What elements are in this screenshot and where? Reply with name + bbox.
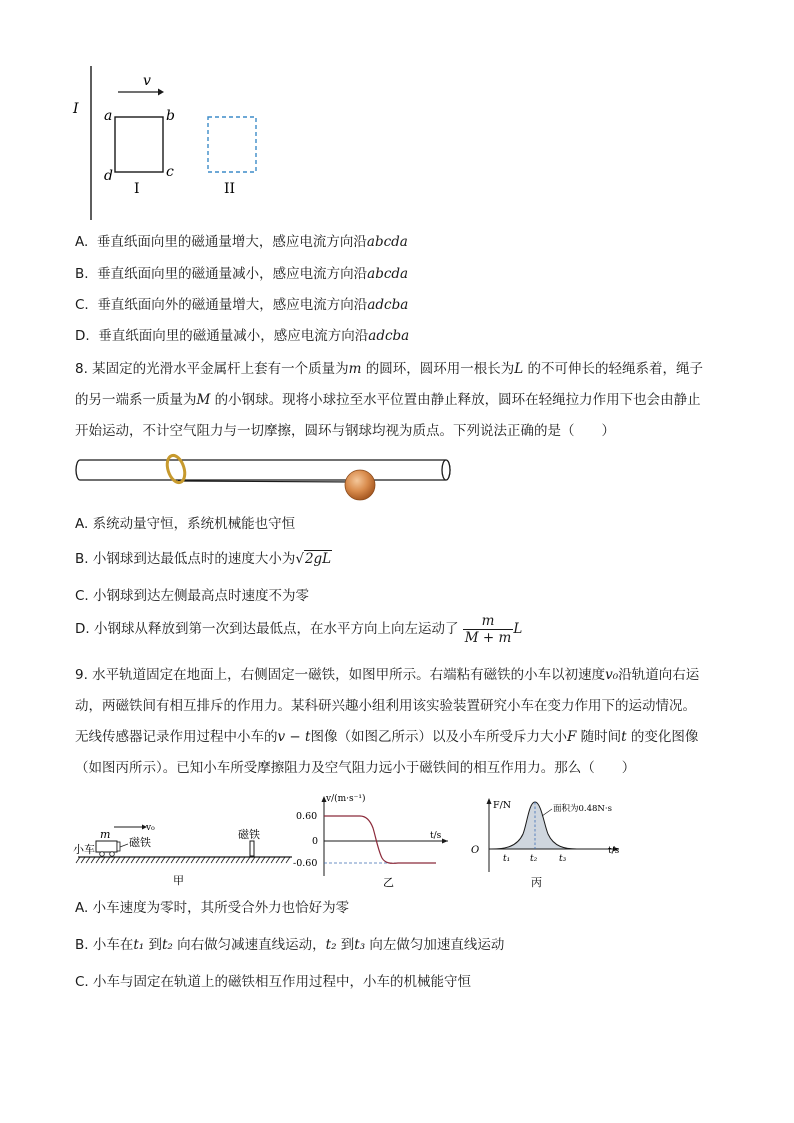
yi-tick-neg: -0.60 bbox=[293, 858, 318, 869]
hatch-line bbox=[216, 857, 220, 863]
bing-tick-t1: t₁ bbox=[503, 854, 511, 864]
hatch-line bbox=[166, 857, 170, 863]
hatch-line bbox=[246, 857, 250, 863]
bing-y-arrowhead bbox=[487, 798, 492, 804]
mass-label: m bbox=[100, 828, 111, 841]
yi-y-label: v/(m·s⁻¹) bbox=[326, 794, 366, 804]
hatch-line bbox=[256, 857, 260, 863]
light-rope bbox=[178, 481, 357, 482]
hatch-line bbox=[266, 857, 270, 863]
cart-body bbox=[96, 841, 117, 852]
caption-jia: 甲 bbox=[173, 874, 184, 887]
hatch-line bbox=[196, 857, 200, 863]
yi-tick-pos: 0.60 bbox=[296, 811, 318, 822]
hatch-line bbox=[231, 857, 235, 863]
rod-end-right bbox=[442, 460, 450, 480]
q9-stem: 9. 水平轨道固定在地面上，右侧固定一磁铁，如图甲所示。右端粘有磁铁的小车以初速度v₀沿轨道向右运 动，两磁铁间有相互排斥的作用力。某科研兴趣小组利用该实验装置研究小车在变力作用下的运动情况。 无线传感器记录作用过程中小车的v − t图像（如图乙所示）以及小车所受斥力大小F 随时间t 的变化图像 （如图丙所示）。已知小车所受摩擦阻力及空气阻力远小于磁铁间的相互作用力。那么（ ） bbox=[75, 667, 700, 776]
current-label: I bbox=[73, 101, 79, 117]
hatch-line bbox=[131, 857, 135, 863]
bing-origin: O bbox=[471, 845, 480, 856]
q8-option-c: C. 小钢球到达左侧最高点时速度不为零 bbox=[75, 588, 310, 604]
hatch-line bbox=[136, 857, 140, 863]
q8-option-b: B. 小钢球到达最低点时的速度大小为√2gL bbox=[75, 551, 332, 567]
caption-yi: 乙 bbox=[383, 876, 394, 889]
hatch-line bbox=[111, 857, 115, 863]
hatch-line bbox=[191, 857, 195, 863]
hatch-line bbox=[281, 857, 285, 863]
hatch-line bbox=[211, 857, 215, 863]
hatch-line bbox=[241, 857, 245, 863]
yi-x-arrowhead bbox=[442, 839, 448, 844]
cart-label: 小车 bbox=[73, 843, 95, 856]
ground-hatching bbox=[76, 857, 290, 863]
hatch-line bbox=[76, 857, 80, 863]
hatch-line bbox=[226, 857, 230, 863]
bing-area-leader bbox=[542, 809, 552, 816]
velocity-label: v bbox=[143, 73, 151, 89]
hatch-line bbox=[261, 857, 265, 863]
q7-option-c: C. 垂直纸面向外的磁通量增大，感应电流方向沿adcba bbox=[75, 297, 409, 313]
hatch-line bbox=[101, 857, 105, 863]
hatch-line bbox=[271, 857, 275, 863]
v0-label: v₀ bbox=[146, 823, 155, 833]
figure-wire-loop bbox=[60, 60, 290, 225]
position-2-label: II bbox=[224, 181, 236, 197]
bing-tick-t2: t₂ bbox=[530, 854, 538, 864]
figure-jia-cart-track bbox=[70, 790, 300, 890]
hatch-line bbox=[91, 857, 95, 863]
hatch-line bbox=[221, 857, 225, 863]
figure-yi-vt-graph bbox=[290, 788, 450, 890]
cart-wheel-right bbox=[110, 852, 115, 857]
q8-option-a: A. 系统动量守恒，系统机械能也守恒 bbox=[75, 516, 296, 532]
q9-option-c: C. 小车与固定在轨道上的磁铁相互作用过程中，小车的机械能守恒 bbox=[75, 974, 472, 990]
cart-wheel-left bbox=[100, 852, 105, 857]
bing-x-label: t/s bbox=[608, 846, 620, 856]
yi-velocity-curve bbox=[324, 816, 436, 863]
hatch-line bbox=[126, 857, 130, 863]
figure-rod-ring-ball bbox=[70, 448, 460, 506]
corner-a: a bbox=[104, 108, 113, 124]
cart-magnet-label: 磁铁 bbox=[129, 836, 151, 849]
hatch-line bbox=[151, 857, 155, 863]
hatch-line bbox=[86, 857, 90, 863]
hatch-line bbox=[146, 857, 150, 863]
yi-tick-zero: 0 bbox=[312, 836, 319, 847]
q9-option-b: B. 小车在t₁ 到t₂ 向右做匀减速直线运动，t₂ 到t₃ 向左做匀加速直线运动 bbox=[75, 937, 505, 953]
bing-y-label: F/N bbox=[493, 800, 512, 811]
hatch-line bbox=[106, 857, 110, 863]
sqrt-expression: √2gL bbox=[295, 551, 332, 567]
figure-bing-ft-graph bbox=[467, 794, 637, 890]
hatch-line bbox=[156, 857, 160, 863]
loop-position-2 bbox=[208, 117, 256, 172]
corner-b: b bbox=[166, 108, 175, 124]
cart-magnet-leader bbox=[120, 844, 128, 847]
cart-magnet bbox=[117, 842, 120, 851]
q7-option-a: A. 垂直纸面向里的磁通量增大，感应电流方向沿abcda bbox=[75, 234, 408, 250]
bing-tick-t3: t₃ bbox=[559, 854, 567, 864]
yi-x-label: t/s bbox=[430, 831, 442, 841]
hatch-line bbox=[276, 857, 280, 863]
hatch-line bbox=[121, 857, 125, 863]
hatch-line bbox=[206, 857, 210, 863]
hatch-line bbox=[116, 857, 120, 863]
hatch-line bbox=[176, 857, 180, 863]
hatch-line bbox=[186, 857, 190, 863]
fraction-m-over-Mm: $\frac{m}{M + m}$ bbox=[464, 612, 512, 646]
fixed-magnet-label: 磁铁 bbox=[238, 828, 260, 841]
hatch-line bbox=[181, 857, 185, 863]
caption-bing: 丙 bbox=[531, 876, 542, 889]
velocity-arrowhead bbox=[158, 89, 164, 96]
hatch-line bbox=[251, 857, 255, 863]
steel-ball bbox=[345, 470, 375, 500]
q9-option-a: A. 小车速度为零时，其所受合外力也恰好为零 bbox=[75, 900, 350, 916]
hatch-line bbox=[171, 857, 175, 863]
metal-rod bbox=[76, 460, 450, 480]
position-1-label: I bbox=[134, 181, 140, 197]
q8-option-d: D. 小钢球从释放到第一次到达最低点，在水平方向上向左运动了 $\frac{m}{M + m}$ L bbox=[75, 612, 523, 646]
corner-d: d bbox=[104, 168, 113, 184]
hatch-line bbox=[81, 857, 85, 863]
hatch-line bbox=[141, 857, 145, 863]
hatch-line bbox=[236, 857, 240, 863]
corner-c: c bbox=[166, 164, 174, 180]
q8-stem: 8. 某固定的光滑水平金属杆上套有一个质量为m 的圆环，圆环用一根长为L 的不可伸长的轻绳系着，绳子 的另一端系一质量为M 的小钢球。现将小球拉至水平位置由静止释放，圆环在轻绳拉力作用下也会由静止 开始运动，不计空气阻力与一切摩擦，圆环与钢球均视为质点。下列说法正确的是（ ） bbox=[75, 361, 704, 439]
bing-area-label: 面积为0.48N·s bbox=[553, 804, 612, 814]
hatch-line bbox=[161, 857, 165, 863]
q7-option-b: B. 垂直纸面向里的磁通量减小，感应电流方向沿abcda bbox=[75, 266, 409, 282]
hatch-line bbox=[201, 857, 205, 863]
hatch-line bbox=[96, 857, 100, 863]
q7-option-d: D. 垂直纸面向里的磁通量减小，感应电流方向沿adcba bbox=[75, 328, 410, 344]
loop-position-1 bbox=[115, 117, 163, 172]
fixed-magnet bbox=[250, 841, 254, 856]
